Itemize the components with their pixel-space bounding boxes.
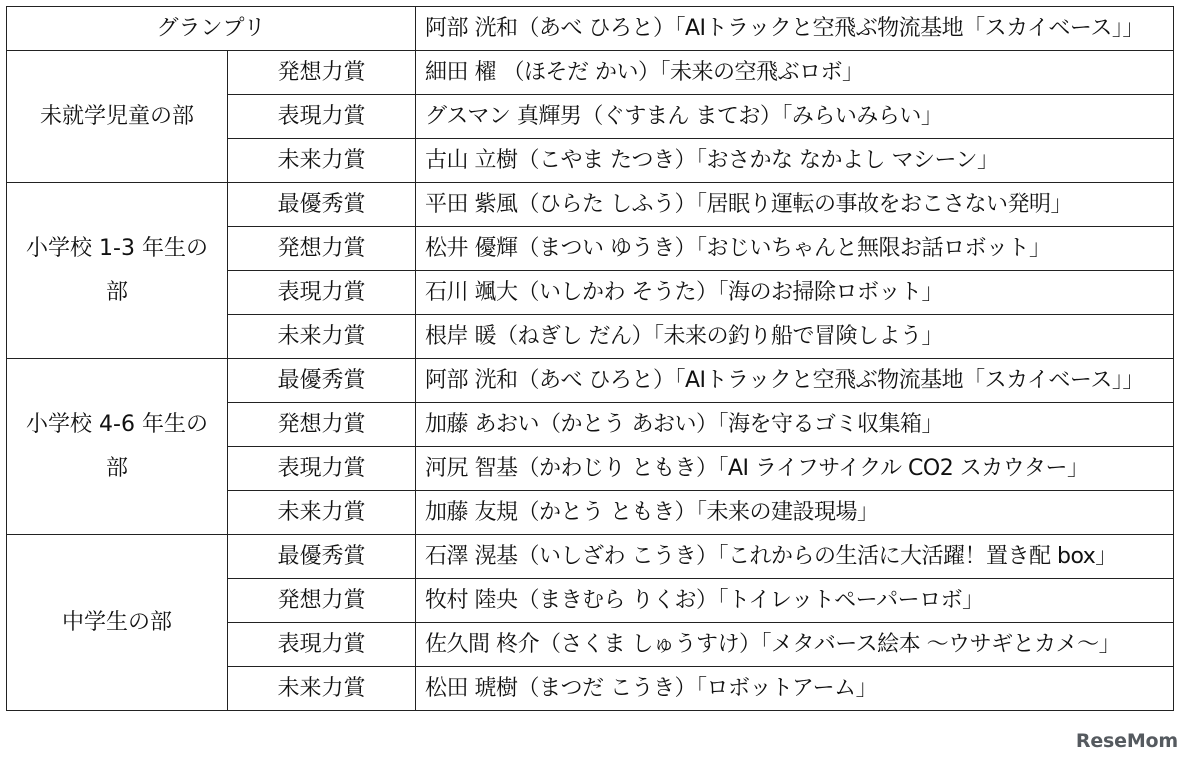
award-winner: グスマン 真輝男（ぐすまん まてお）「みらいみらい」 — [416, 95, 1174, 139]
award-winner: 牧村 陸央（まきむら りくお）「トイレットペーパーロボ」 — [416, 579, 1174, 623]
division-label: 小学校 4-6 年生の部 — [26, 411, 208, 481]
division-label: 未就学児童の部 — [39, 103, 194, 129]
award-winner: 加藤 友規（かとう ともき）「未来の建設現場」 — [416, 491, 1174, 535]
award-winner: 松田 琥樹（まつだ こうき）「ロボットアーム」 — [416, 667, 1174, 711]
table-row — [7, 51, 1174, 95]
division-elementary-1-3 — [7, 183, 228, 359]
award-name: 表現力賞 — [228, 623, 416, 667]
table-row — [7, 535, 1174, 579]
award-name: 最優秀賞 — [228, 359, 416, 403]
award-name: 未来力賞 — [228, 667, 416, 711]
awards-table — [6, 6, 1174, 711]
award-winner: 古山 立樹（こやま たつき）「おさかな なかよし マシーン」 — [416, 139, 1174, 183]
grandprix-winner: 阿部 洸和（あべ ひろと）「AIトラックと空飛ぶ物流基地「スカイベース」」 — [416, 7, 1174, 51]
award-name: 発想力賞 — [228, 579, 416, 623]
award-winner: 平田 紫風（ひらた しふう）「居眠り運転の事故をおこさない発明」 — [416, 183, 1174, 227]
table-row — [7, 359, 1174, 403]
table-row — [7, 7, 1174, 51]
division-label: 中学生の部 — [61, 609, 172, 635]
award-winner: 石川 颯大（いしかわ そうた）「海のお掃除ロボット」 — [416, 271, 1174, 315]
award-name: 未来力賞 — [228, 315, 416, 359]
award-name: 未来力賞 — [228, 491, 416, 535]
award-name: 最優秀賞 — [228, 535, 416, 579]
division-junior-high — [7, 535, 228, 711]
award-winner: 加藤 あおい（かとう あおい）「海を守るゴミ収集箱」 — [416, 403, 1174, 447]
division-elementary-4-6 — [7, 359, 228, 535]
award-winner: 佐久間 柊介（さくま しゅうすけ）「メタバース絵本 ～ウサギとカメ～」 — [416, 623, 1174, 667]
award-name: 表現力賞 — [228, 95, 416, 139]
division-label: 小学校 1-3 年生の部 — [26, 235, 208, 305]
award-name: 表現力賞 — [228, 447, 416, 491]
award-name: 発想力賞 — [228, 403, 416, 447]
table-row — [7, 183, 1174, 227]
award-name: 未来力賞 — [228, 139, 416, 183]
grandprix-label: グランプリ — [7, 7, 416, 51]
award-name: 表現力賞 — [228, 271, 416, 315]
award-winner: 根岸 暖（ねぎし だん）「未来の釣り船で冒険しよう」 — [416, 315, 1174, 359]
award-winner: 石澤 滉基（いしざわ こうき）「これからの生活に大活躍！置き配 box」 — [416, 535, 1174, 579]
award-name: 最優秀賞 — [228, 183, 416, 227]
division-preschool — [7, 51, 228, 183]
award-winner: 細田 櫂 （ほそだ かい）「未来の空飛ぶロボ」 — [416, 51, 1174, 95]
award-winner: 阿部 洸和（あべ ひろと）「AIトラックと空飛ぶ物流基地「スカイベース」」 — [416, 359, 1174, 403]
award-winner: 松井 優輝（まつい ゆうき）「おじいちゃんと無限お話ロボット」 — [416, 227, 1174, 271]
award-name: 発想力賞 — [228, 227, 416, 271]
award-name: 発想力賞 — [228, 51, 416, 95]
award-winner: 河尻 智基（かわじり ともき）「AI ライフサイクル CO2 スカウター」 — [416, 447, 1174, 491]
resemom-logo: ReseMom — [1075, 730, 1178, 752]
